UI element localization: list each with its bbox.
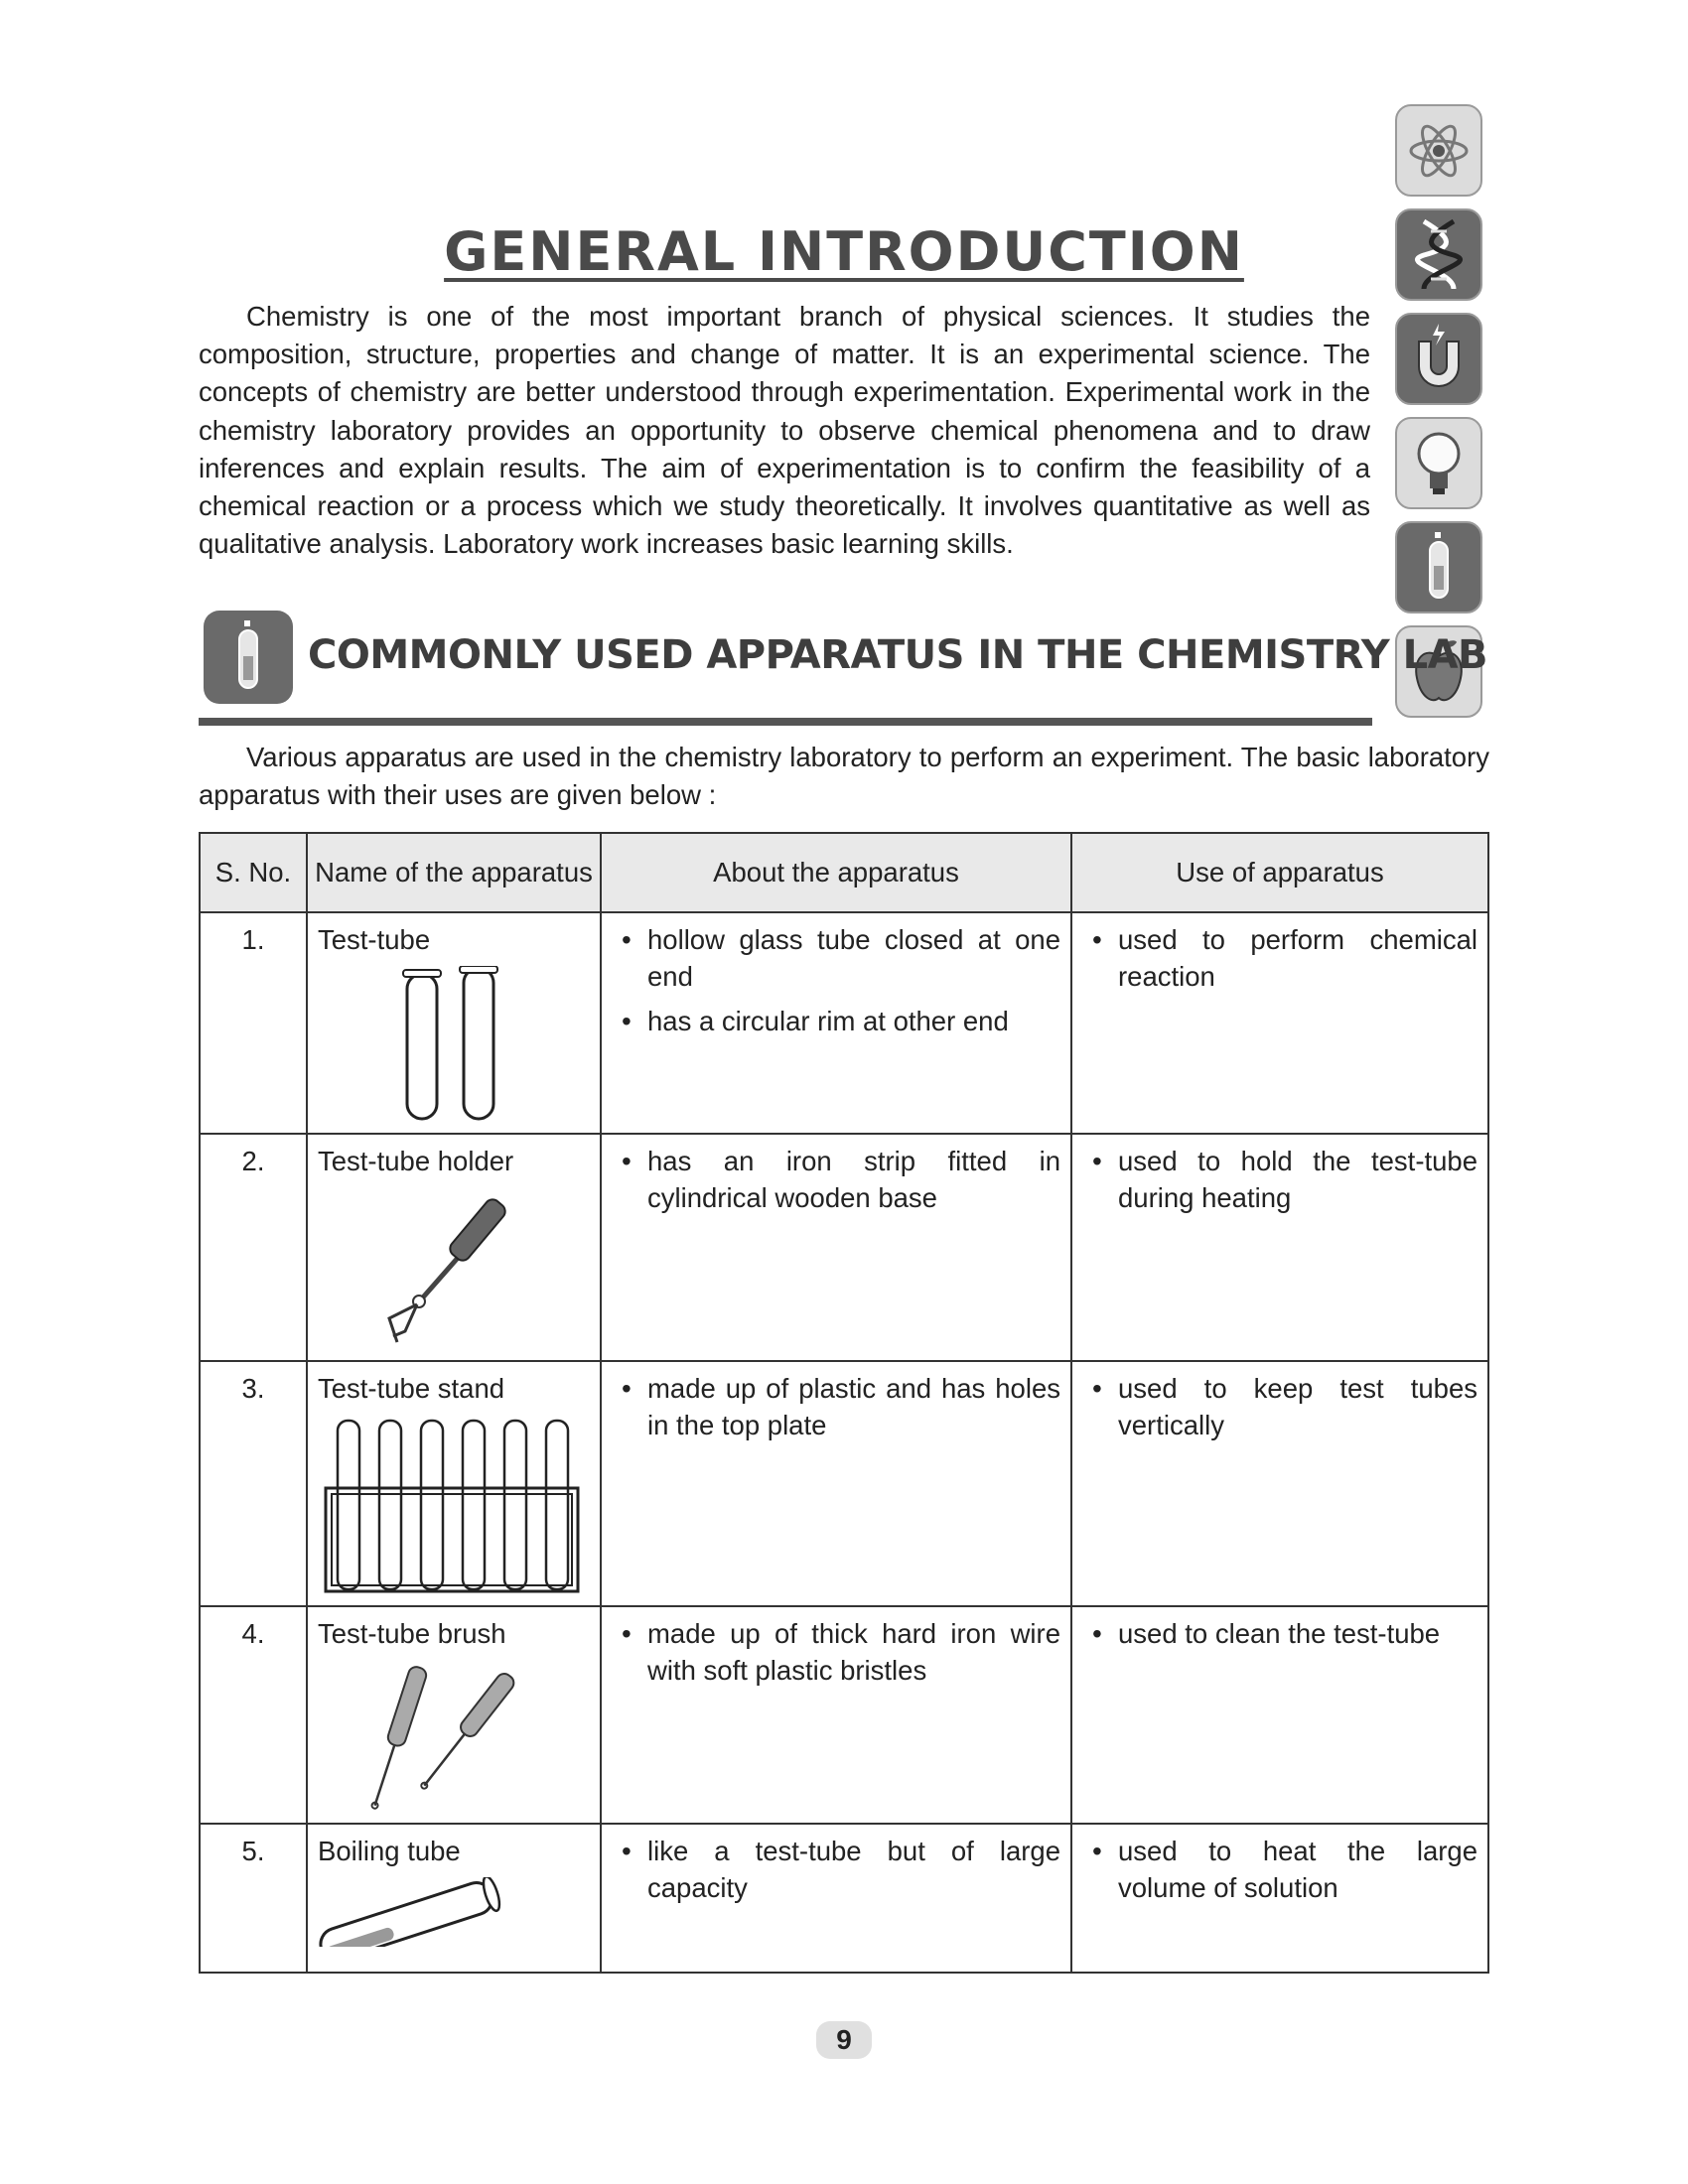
table-row <box>200 1361 1488 1606</box>
use-item: • used to perform chemical reaction <box>1082 921 1477 995</box>
about-item: • like a test-tube but of large capacity <box>612 1833 1060 1906</box>
row-apparatus-cell <box>307 1361 601 1606</box>
row-about-cell <box>601 1824 1071 1973</box>
row-about-cell <box>601 1134 1071 1361</box>
apparatus-table <box>199 832 1489 1974</box>
table-row <box>200 1824 1488 1973</box>
section-divider <box>199 718 1372 726</box>
apparatus-name: Test-tube stand <box>318 1373 505 1404</box>
page-number: 9 <box>816 2021 872 2059</box>
magnet-icon <box>1395 313 1482 405</box>
apparatus-name: Test-tube brush <box>318 1618 506 1649</box>
test-tube-brush-illustration <box>318 1660 586 1815</box>
row-apparatus-cell <box>307 1134 601 1361</box>
column-header-name: Name of the apparatus <box>307 833 601 912</box>
test-tube-stand-illustration <box>318 1415 592 1597</box>
row-apparatus-cell <box>307 1606 601 1824</box>
row-apparatus-cell <box>307 1824 601 1973</box>
bulb-icon <box>1395 417 1482 509</box>
apparatus-name: Test-tube holder <box>318 1146 514 1176</box>
row-apparatus-cell <box>307 912 601 1134</box>
column-header-sno: S. No. <box>200 833 307 912</box>
table-row <box>200 1606 1488 1824</box>
row-use-cell <box>1071 912 1488 1134</box>
intro-paragraph: Chemistry is one of the most important branch of physical sciences. It studies the composition, structure, properties and change of matter. It is an experimental science. The concepts of chemistry are better understood through experimentation. Experimental work in the chemistry laboratory provides an opportunity to observe chemical phenomena and to draw inferences and explain results. The aim of experimentation is to confirm the feasibility of a chemical reaction or a process which we study theoretically. It involves quantitative as well as qualitative analysis. Laboratory work increases basic learning skills. <box>199 301 1370 560</box>
row-sno: 1. <box>200 912 307 1134</box>
boiling-tube-illustration <box>318 1877 586 1947</box>
lead-paragraph: Various apparatus are used in the chemistry laboratory to perform an experiment. The basic laboratory apparatus with their uses are given below : <box>199 742 1489 810</box>
about-item: • hollow glass tube closed at one end <box>612 921 1060 995</box>
apparatus-name: Test-tube <box>318 924 431 955</box>
row-use-cell <box>1071 1361 1488 1606</box>
about-item: • made up of plastic and has holes in the top plate <box>612 1370 1060 1443</box>
row-use-cell <box>1071 1134 1488 1361</box>
column-header-use: Use of apparatus <box>1071 833 1488 912</box>
row-sno: 4. <box>200 1606 307 1824</box>
row-about-cell <box>601 912 1071 1134</box>
use-item: • used to hold the test-tube during heating <box>1082 1143 1477 1216</box>
test-tube-holder-illustration <box>318 1187 586 1352</box>
row-sno: 3. <box>200 1361 307 1606</box>
about-item: • made up of thick hard iron wire with soft plastic bristles <box>612 1615 1060 1689</box>
row-about-cell <box>601 1361 1071 1606</box>
test-tube-illustration <box>318 966 586 1125</box>
test-tube-icon <box>1395 521 1482 614</box>
row-use-cell <box>1071 1606 1488 1824</box>
page-title: GENERAL INTRODUCTION <box>444 220 1244 283</box>
use-item: • used to keep test tubes vertically <box>1082 1370 1477 1443</box>
column-header-about: About the apparatus <box>601 833 1071 912</box>
row-sno: 2. <box>200 1134 307 1361</box>
about-item: • has a circular rim at other end <box>612 1003 1060 1039</box>
table-header-row <box>200 833 1488 912</box>
test-tube-icon <box>204 611 293 704</box>
table-row <box>200 912 1488 1134</box>
section-title: COMMONLY USED APPARATUS IN THE CHEMISTRY LAB <box>308 632 1488 678</box>
use-item: • used to heat the large volume of solution <box>1082 1833 1477 1906</box>
row-use-cell <box>1071 1824 1488 1973</box>
about-item: • has an iron strip fitted in cylindrical wooden base <box>612 1143 1060 1216</box>
use-item: • used to clean the test-tube <box>1082 1615 1477 1652</box>
table-row <box>200 1134 1488 1361</box>
row-sno: 5. <box>200 1824 307 1973</box>
apparatus-name: Boiling tube <box>318 1836 461 1866</box>
atom-icon <box>1395 104 1482 197</box>
dna-icon <box>1395 208 1482 301</box>
row-about-cell <box>601 1606 1071 1824</box>
